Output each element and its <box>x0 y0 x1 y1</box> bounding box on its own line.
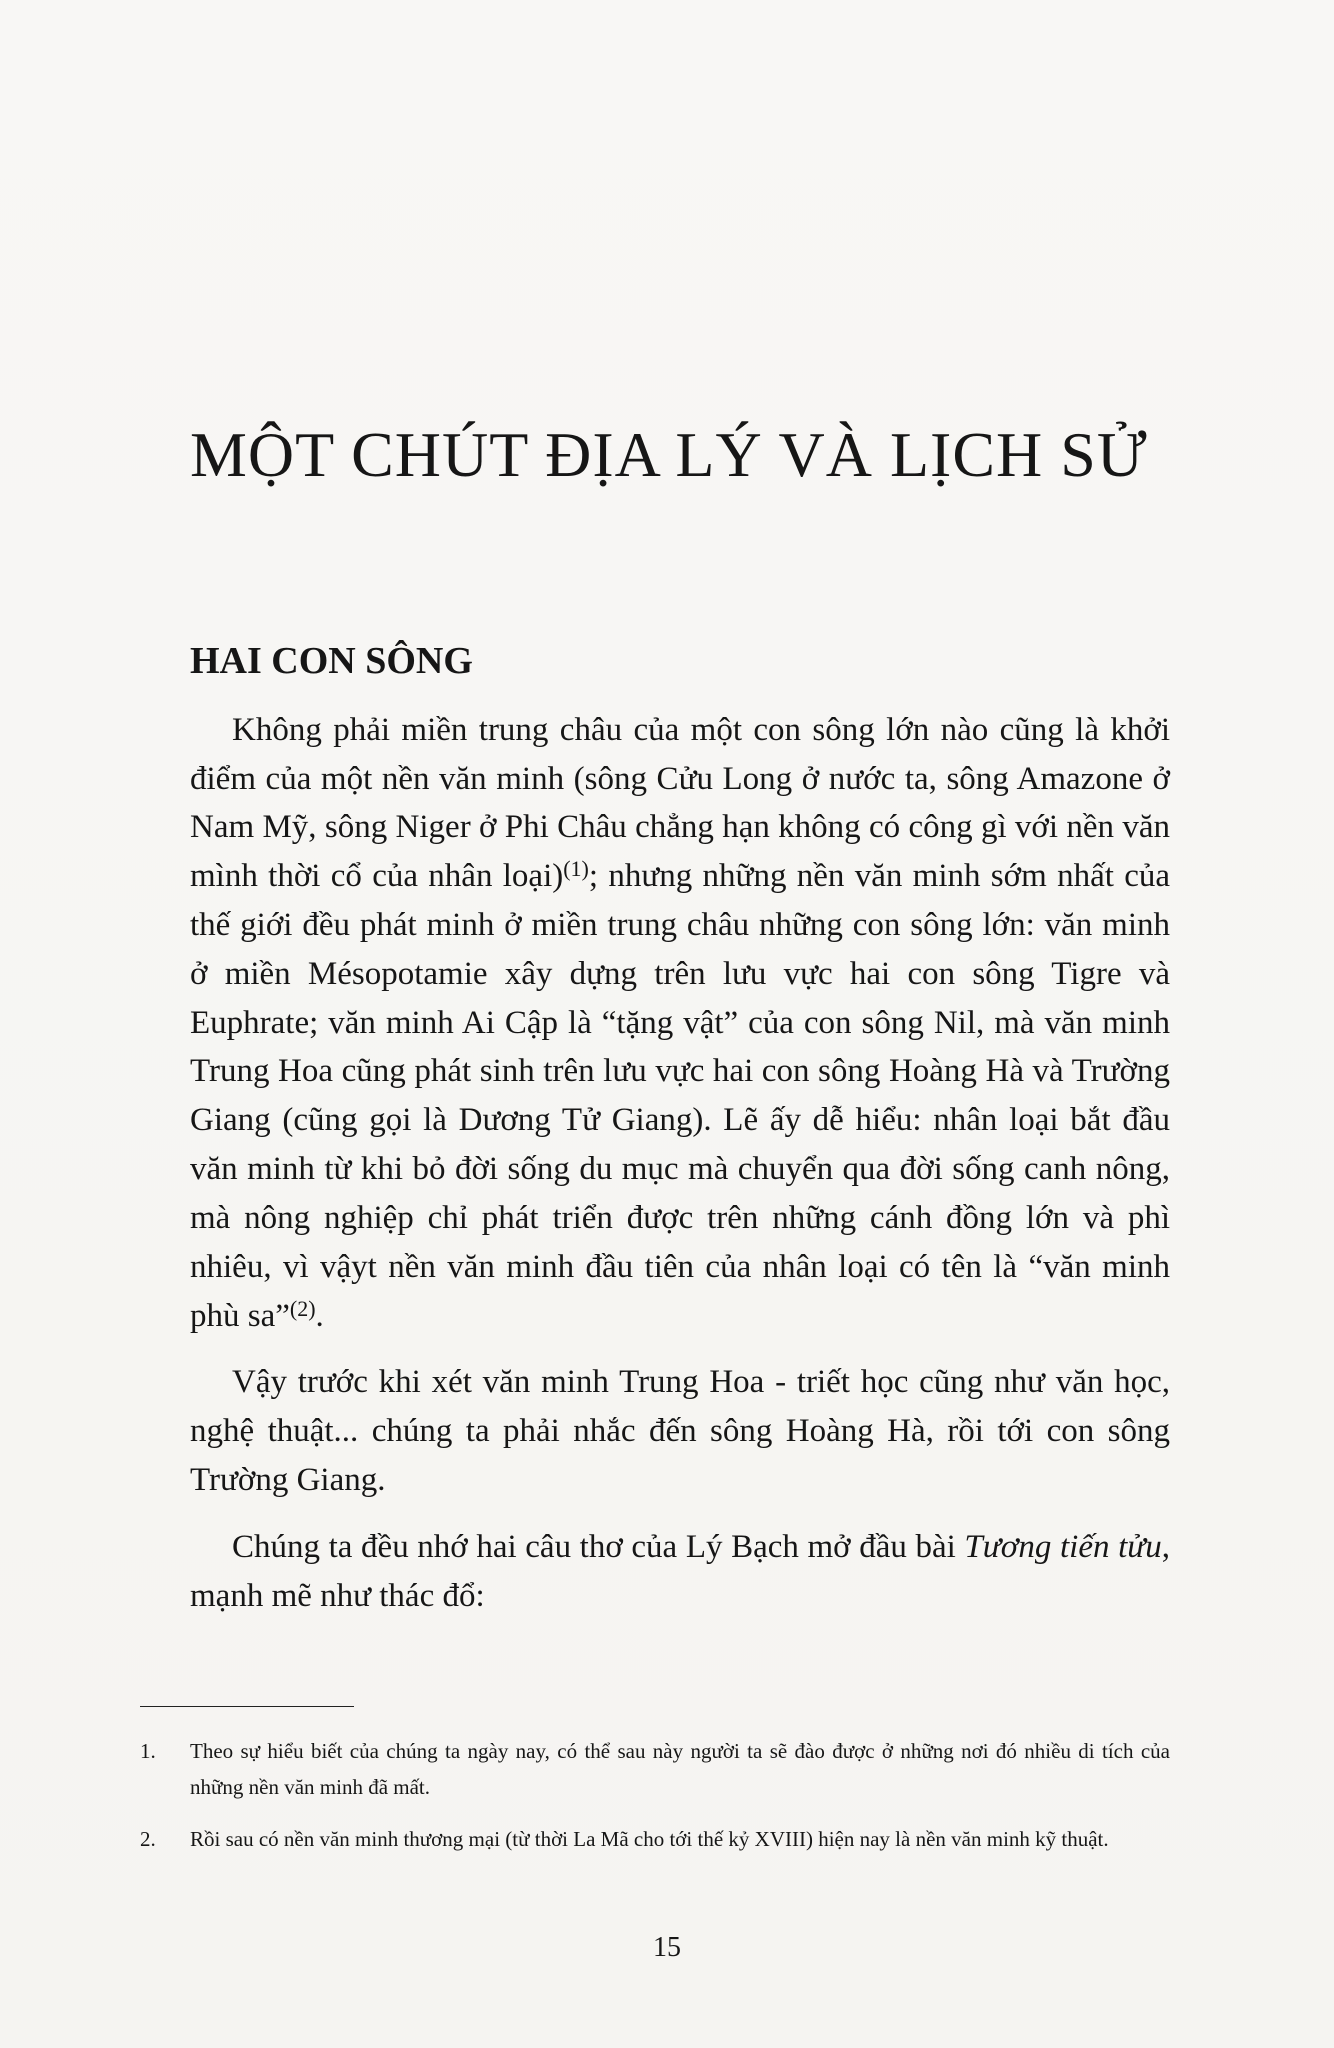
poem-title: Tương tiến tửu <box>964 1528 1162 1565</box>
section-heading: HAI CON SÔNG <box>190 640 473 682</box>
footnotes <box>140 1706 1170 1873</box>
paragraph-1-part-3: . <box>315 1297 324 1334</box>
footnote-text-1: Theo sự hiểu biết của chúng ta ngày nay, có thể sau này người ta sẽ đào được ở những nơi đó nhiều di tích của những nền văn minh đã mất. <box>190 1739 1170 1800</box>
paragraph-2: Vậy trước khi xét văn minh Trung Hoa - triết học cũng như văn học, nghệ thuật... chúng ta phải nhắc đến sông Hoàng Hà, rồi tới con sông Trường Giang. <box>190 1364 1170 1499</box>
footnote-number-1: 1. <box>140 1739 156 1763</box>
paragraph-1-part-1: Không phải miền trung châu của một con sông lớn nào cũng là khởi điểm của một nền văn minh (sông Cửu Long ở nước ta, sông Amazone ở Nam Mỹ, sông Niger ở Phi Châu chẳng hạn không có công gì với nền văn mình thời cổ của nhân loại) <box>190 711 1170 895</box>
chapter-title: MỘT CHÚT ĐỊA LÝ VÀ LỊCH SỬ <box>190 419 1148 490</box>
footnote-reference-1: (1) <box>563 856 589 882</box>
paragraph-1 <box>190 706 1170 1341</box>
footnote-reference-2: (2) <box>289 1295 316 1321</box>
footnote-number-2: 2. <box>140 1827 156 1852</box>
paragraph-3-before-italic: Chúng ta đều nhớ hai câu thơ của Lý Bạch mở đầu bài <box>232 1528 965 1565</box>
paragraph-3 <box>190 1523 1170 1621</box>
paragraph-1-part-2: ; nhưng những nền văn minh sớm nhất của thế giới đều phát minh ở miền trung châu những con sông lớn: văn minh ở miền Mésopotamie xây dựng trên lưu vực hai con sông Tigre và Euphrate; văn minh Ai Cập là “tặng vật” của con sông Nil, mà văn minh Trung Hoa cũng phát sinh trên lưu vực hai con sông Hoàng Hà và Trường Giang (cũng gọi là Dương Tử Giang). Lẽ ấy dễ hiểu: nhân loại bắt đầu văn minh từ khi bỏ đời sống du mục mà chuyển qua đời sống canh nông, mà nông nghiệp chỉ phát triển được trên những cánh đồng lớn và phì nhiêu, vì vậyt nền văn minh đầu tiên của nhân loại có tên là “văn minh phù sa” <box>190 858 1170 1334</box>
footnote-2 <box>140 1821 1170 1857</box>
paragraph-3-after-italic: , mạnh mẽ như thác đổ: <box>190 1528 1170 1614</box>
footnote-text-2: Rồi sau có nền văn minh thương mại (từ thời La Mã cho tới thế kỷ XVIII) hiện nay là nền văn minh kỹ thuật. <box>190 1827 1109 1852</box>
footnote-divider <box>140 1706 354 1707</box>
page-number: 15 <box>653 1932 681 1963</box>
footnote-1 <box>140 1733 1170 1805</box>
main-content <box>190 640 1170 1621</box>
